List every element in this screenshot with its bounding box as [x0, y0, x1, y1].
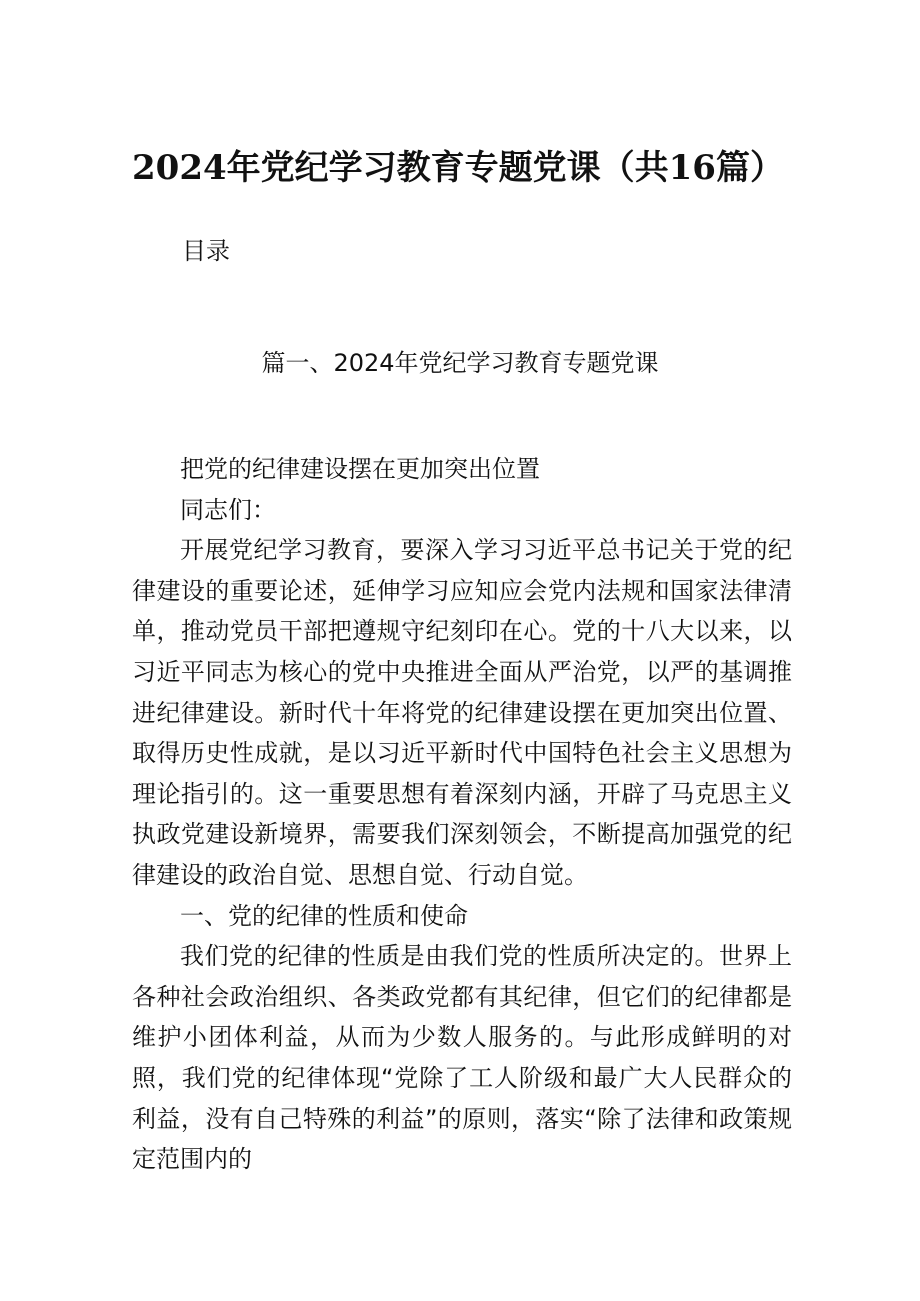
body-paragraph: 我们党的纪律的性质是由我们党的性质所决定的。世界上各种社会政治组织、各类政党都有其纪律，但它们的纪律都是维护小团体利益，从而为少数人服务的。与此形成鲜明的对照，我们党的纪律体现“党除了工人阶级和最广大人民群众的利益，没有自己特殊的利益”的原则，落实“除了法律和政策规定范围内的	[132, 942, 792, 1174]
speech-subtitle: 把党的纪律建设摆在更加突出位置	[180, 455, 540, 483]
toc-label: 目录	[182, 237, 230, 265]
document-title: 2024年党纪学习教育专题党课（共16篇）	[132, 148, 784, 188]
body-paragraph: 开展党纪学习教育，要深入学习习近平总书记关于党的纪律建设的重要论述，延伸学习应知应会党内法规和国家法律清单，推动党员干部把遵规守纪刻印在心。党的十八大以来，以习近平同志为核心的党中央推进全面从严治党，以严的基调推进纪律建设。新时代十年将党的纪律建设摆在更加突出位置、取得历史性成就，是以习近平新时代中国特色社会主义思想为理论指引的。这一重要思想有着深刻内涵，开辟了马克思主义执政党建设新境界，需要我们深刻领会，不断提高加强党的纪律建设的政治自觉、思想自觉、行动自觉。	[132, 536, 792, 889]
salutation: 同志们：	[180, 495, 276, 524]
section-heading: 一、党的纪律的性质和使命	[180, 901, 468, 930]
chapter-heading: 篇一、2024年党纪学习教育专题党课	[261, 349, 659, 377]
document-body	[132, 449, 792, 1180]
